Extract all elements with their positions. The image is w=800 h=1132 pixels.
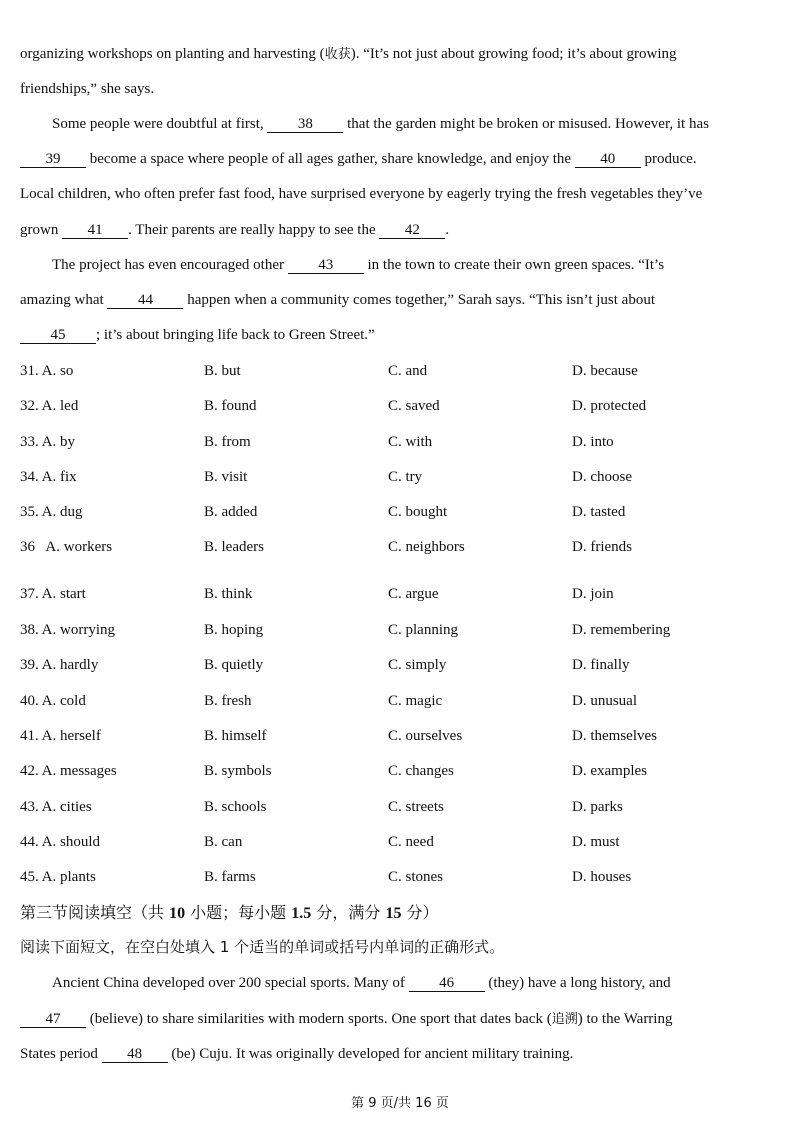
option-a: 43. A. cities [20, 799, 92, 815]
passage-line [20, 220, 780, 240]
passage-text: organizing workshops on planting and harvesting ( [20, 46, 325, 62]
title-text: 分） [401, 903, 439, 922]
page-number: 第 9 页/共 16 页 [351, 1096, 449, 1111]
option-b: B. himself [204, 728, 267, 744]
question-row [20, 467, 780, 487]
option-b: B. symbols [204, 763, 272, 779]
question-row [20, 761, 780, 781]
option-b: B. fresh [204, 693, 252, 709]
answer-blank: 48 [102, 1046, 168, 1063]
question-row [20, 797, 780, 817]
title-text: 第三节阅读填空（共 [20, 903, 170, 922]
passage-text: The project has even encouraged other [52, 257, 284, 273]
passage-line [52, 973, 780, 993]
title-text: 分，满分 [311, 903, 386, 922]
question-row [20, 726, 780, 746]
passage-text: amazing what [20, 292, 104, 308]
option-a: 35. A. dug [20, 504, 83, 520]
answer-blank: 40 [575, 151, 641, 168]
passage-text: ; it’s about bringing life back to Green Street.” [96, 327, 375, 343]
page-footer [0, 1094, 800, 1114]
option-c: C. streets [388, 799, 444, 815]
option-a: 41. A. herself [20, 728, 101, 744]
question-row [20, 537, 780, 557]
option-c: C. saved [388, 398, 440, 414]
option-b: B. from [204, 434, 251, 450]
passage-line [20, 1009, 780, 1029]
option-d: D. protected [572, 398, 647, 414]
title-text: 小题；每小题 [185, 903, 292, 922]
option-d: D. examples [572, 763, 647, 779]
option-b: B. quietly [204, 657, 264, 673]
option-b: B. leaders [204, 539, 264, 555]
question-row [20, 691, 780, 711]
chinese-gloss: 收获 [324, 47, 351, 62]
option-a: 37. A. start [20, 586, 86, 602]
passage-text: Local children, who often prefer fast food, have surprised everyone by eagerly trying the fresh vegetables they’ve [20, 186, 703, 202]
option-c: C. changes [388, 763, 454, 779]
option-c: C. argue [388, 586, 439, 602]
passage-text: friendships,” she says. [20, 81, 155, 97]
question-row [20, 655, 780, 675]
option-b: B. farms [204, 869, 256, 885]
option-a: 32. A. led [20, 398, 79, 414]
option-c: C. ourselves [388, 728, 463, 744]
question-row [20, 832, 780, 852]
passage-text: in the town to create their own green spaces. “It’s [367, 257, 665, 273]
option-c: C. neighbors [388, 539, 465, 555]
passage-line [20, 290, 780, 310]
option-d: D. must [572, 834, 620, 850]
question-row [20, 396, 780, 416]
option-a: 36 A. workers [20, 539, 113, 555]
passage-text: States period [20, 1046, 98, 1062]
question-row [20, 584, 780, 604]
option-d: D. tasted [572, 504, 626, 520]
option-d: D. because [572, 363, 638, 379]
option-a: 38. A. worrying [20, 622, 115, 638]
question-row [20, 620, 780, 640]
option-a: 31. A. so [20, 363, 74, 379]
option-a: 34. A. fix [20, 469, 77, 485]
option-b: B. can [204, 834, 243, 850]
question-row [20, 867, 780, 887]
answer-blank: 47 [20, 1011, 86, 1028]
passage-line [20, 44, 780, 64]
option-d: D. themselves [572, 728, 657, 744]
section-title [20, 902, 439, 925]
passage-line [52, 255, 780, 275]
passage-text: Ancient China developed over 200 special sports. Many of [52, 975, 405, 991]
option-c: C. stones [388, 869, 444, 885]
section-instruction: 阅读下面短文，在空白处填入 1 个适当的单词或括号内单词的正确形式。 [20, 938, 505, 956]
option-c: C. planning [388, 622, 458, 638]
option-a: 44. A. should [20, 834, 101, 850]
passage-line [20, 325, 780, 345]
option-d: D. finally [572, 657, 630, 673]
answer-blank: 46 [409, 975, 485, 992]
option-b: B. visit [204, 469, 248, 485]
option-a: 45. A. plants [20, 869, 96, 885]
passage-text: that the garden might be broken or misused. However, it has [347, 116, 709, 132]
passage-line [52, 114, 780, 134]
option-a: 39. A. hardly [20, 657, 99, 673]
option-b: B. but [204, 363, 241, 379]
option-a: 33. A. by [20, 434, 76, 450]
option-d: D. friends [572, 539, 632, 555]
passage-text: . [445, 222, 450, 238]
passage-text: . Their parents are really happy to see the [128, 222, 376, 238]
answer-blank: 38 [267, 116, 343, 133]
option-c: C. need [388, 834, 434, 850]
passage-text: (they) have a long history, and [488, 975, 671, 991]
option-d: D. parks [572, 799, 623, 815]
option-c: C. simply [388, 657, 447, 673]
passage-text: Some people were doubtful at first, [52, 116, 264, 132]
option-d: D. into [572, 434, 614, 450]
passage-text: produce. [644, 151, 697, 167]
option-a: 40. A. cold [20, 693, 86, 709]
answer-blank: 42 [379, 222, 445, 239]
option-b: B. schools [204, 799, 267, 815]
passage-text: happen when a community comes together,” Sarah says. “This isn’t just about [187, 292, 655, 308]
passage-text: (believe) to share similarities with modern sports. One sport that dates back ( [89, 1011, 552, 1027]
option-d: D. houses [572, 869, 632, 885]
chinese-gloss: 追溯 [551, 1012, 578, 1027]
passage-text: ) to the Warring [577, 1011, 673, 1027]
answer-blank: 43 [288, 257, 364, 274]
passage-line [20, 1044, 780, 1064]
option-c: C. bought [388, 504, 448, 520]
option-b: B. hoping [204, 622, 264, 638]
passage-text: ). “It’s not just about growing food; it’s about growing [350, 46, 677, 62]
option-a: 42. A. messages [20, 763, 117, 779]
option-b: B. added [204, 504, 258, 520]
passage-line [20, 79, 780, 99]
answer-blank: 41 [62, 222, 128, 239]
passage-text: grown [20, 222, 59, 238]
question-row [20, 361, 780, 381]
option-b: B. found [204, 398, 257, 414]
title-number: 15 [385, 905, 402, 922]
title-number: 10 [169, 905, 186, 922]
passage-line [20, 149, 780, 169]
option-c: C. with [388, 434, 433, 450]
option-c: C. try [388, 469, 423, 485]
title-number: 1.5 [291, 905, 312, 922]
option-d: D. choose [572, 469, 632, 485]
passage-line [20, 184, 780, 204]
passage-text: become a space where people of all ages gather, share knowledge, and enjoy the [89, 151, 572, 167]
option-d: D. join [572, 586, 614, 602]
option-c: C. magic [388, 693, 443, 709]
passage-text: (be) Cuju. It was originally developed for ancient military training. [171, 1046, 574, 1062]
answer-blank: 44 [107, 292, 183, 309]
option-d: D. unusual [572, 693, 637, 709]
option-c: C. and [388, 363, 428, 379]
question-row [20, 502, 780, 522]
option-d: D. remembering [572, 622, 671, 638]
answer-blank: 39 [20, 151, 86, 168]
question-row [20, 432, 780, 452]
option-b: B. think [204, 586, 253, 602]
answer-blank: 45 [20, 327, 96, 344]
